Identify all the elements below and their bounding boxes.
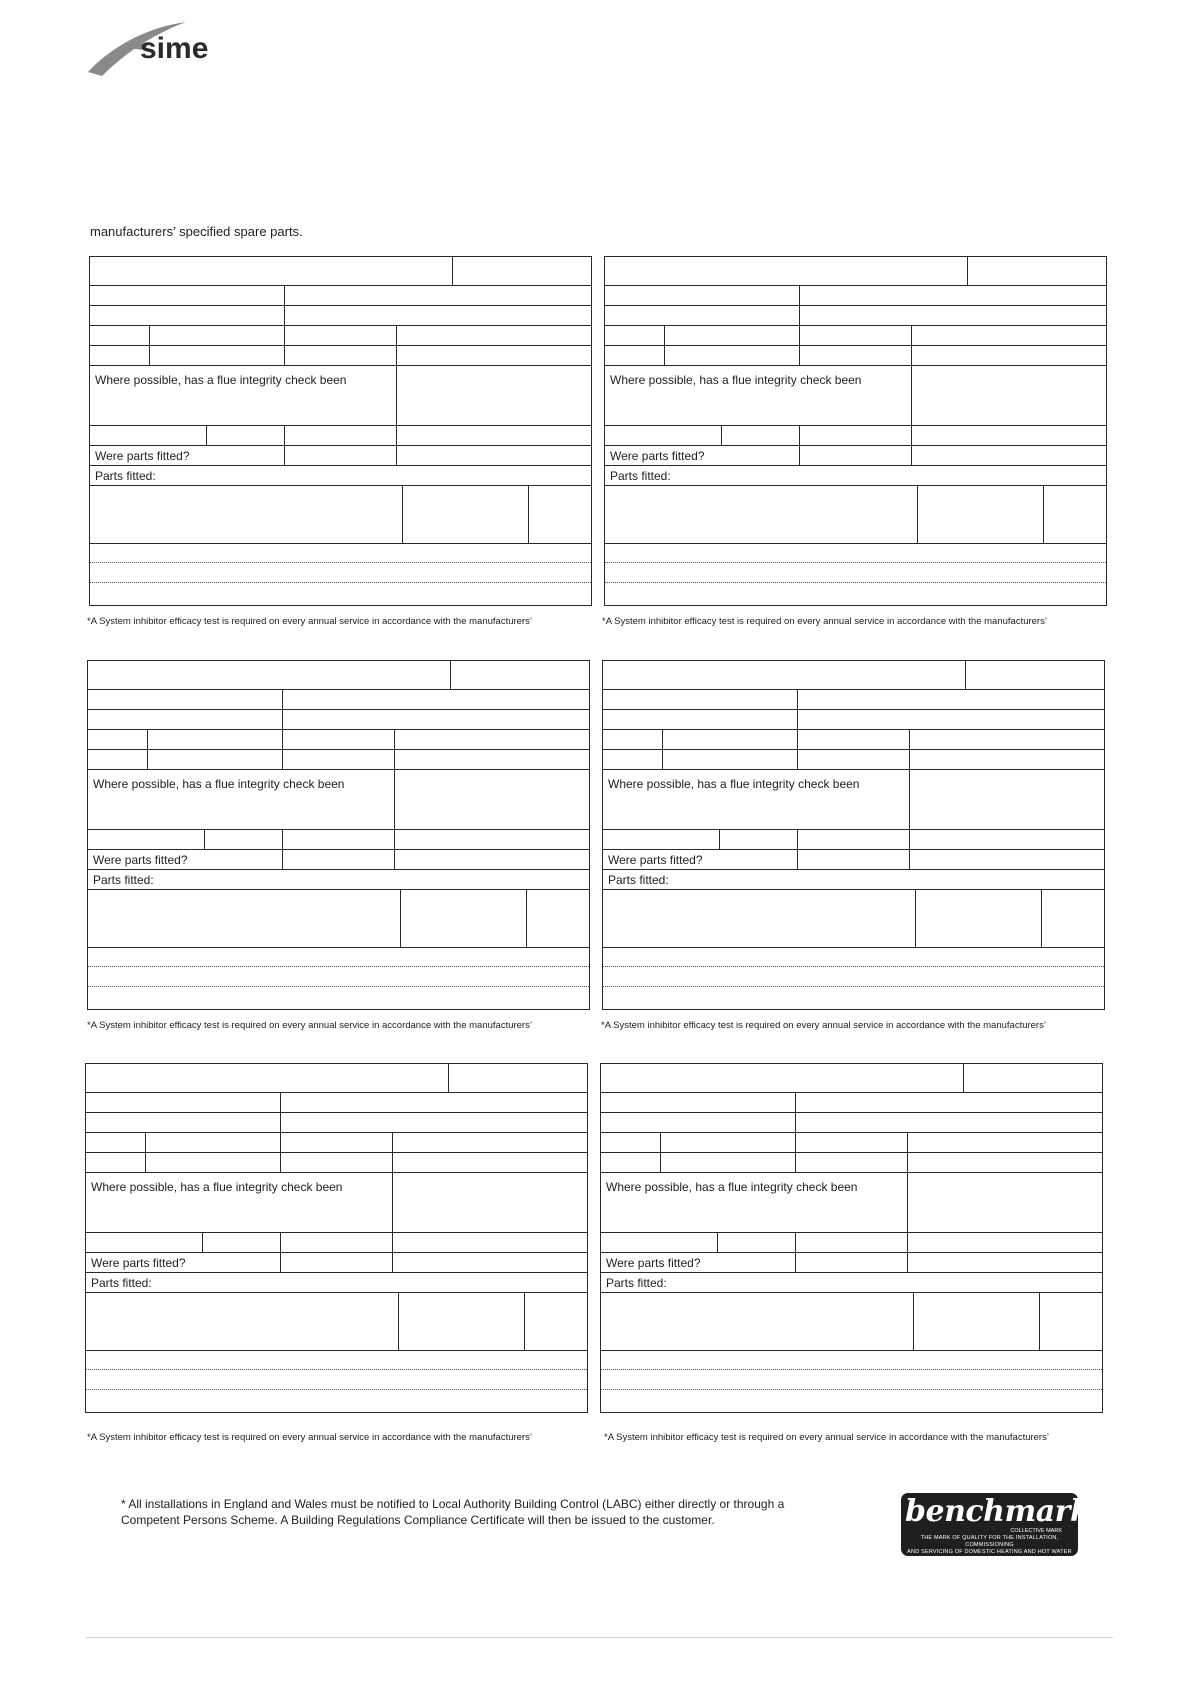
parts-fitted-label: Parts fitted: [95,469,156,483]
inhibitor-footnote: *A System inhibitor efficacy test is required on every annual service in accordance with the manufacturers’ [604,1432,1049,1443]
flue-check-label: Where possible, has a flue integrity check been [91,1180,343,1194]
benchmark-tagline-1: THE MARK OF QUALITY FOR THE INSTALLATION, COMMISSIONING [920,1535,1059,1548]
labc-note [121,1496,784,1528]
service-record-4 [602,660,1105,1010]
inhibitor-footnote: *A System inhibitor efficacy test is required on every annual service in accordance with the manufacturers’ [602,616,1047,627]
flue-check-label: Where possible, has a flue integrity check been [95,373,347,387]
parts-fitted-label: Parts fitted: [608,873,669,887]
flue-check-label: Where possible, has a flue integrity check been [610,373,862,387]
parts-question-label: Were parts fitted? [91,1256,186,1270]
labc-note-line2: Competent Persons Scheme. A Building Regulations Compliance Certificate will then be issued to the customer. [121,1513,715,1527]
parts-question-label: Were parts fitted? [610,449,705,463]
benchmark-logo [901,1493,1091,1562]
parts-question-label: Were parts fitted? [606,1256,701,1270]
parts-question-label: Were parts fitted? [608,853,703,867]
parts-fitted-label: Parts fitted: [91,1276,152,1290]
page-bottom-rule [86,1637,1113,1638]
service-record-5 [85,1063,588,1413]
service-record-6 [600,1063,1103,1413]
labc-note-line1: * All installations in England and Wales must be notified to Local Authority Building Control (LABC) either directly or through a [121,1497,785,1511]
flue-check-label: Where possible, has a flue integrity check been [606,1180,858,1194]
parts-fitted-label: Parts fitted: [606,1276,667,1290]
benchmark-tagline-2: AND SERVICING OF DOMESTIC HEATING AND HOT WATER SYSTEMS [907,1549,1072,1562]
parts-fitted-label: Parts fitted: [610,469,671,483]
benchmark-word: benchmark [905,1494,1091,1529]
flue-check-label: Where possible, has a flue integrity check been [93,777,345,791]
service-record-2 [604,256,1107,606]
inhibitor-footnote: *A System inhibitor efficacy test is required on every annual service in accordance with the manufacturers’ [601,1020,1046,1031]
inhibitor-footnote: *A System inhibitor efficacy test is required on every annual service in accordance with the manufacturers’ [87,1020,532,1031]
parts-question-label: Were parts fitted? [95,449,190,463]
inhibitor-footnote: *A System inhibitor efficacy test is required on every annual service in accordance with the manufacturers’ [87,1432,532,1443]
flue-check-label: Where possible, has a flue integrity check been [608,777,860,791]
intro-text: manufacturers’ specified spare parts. [90,224,303,239]
parts-fitted-label: Parts fitted: [93,873,154,887]
service-record-1 [89,256,592,606]
service-record-3 [87,660,590,1010]
brand-text: sime [140,32,209,65]
benchmark-sub: COLLECTIVE MARK [1010,1528,1062,1534]
parts-question-label: Were parts fitted? [93,853,188,867]
sime-logo [86,20,236,76]
inhibitor-footnote: *A System inhibitor efficacy test is required on every annual service in accordance with the manufacturers’ [87,616,532,627]
